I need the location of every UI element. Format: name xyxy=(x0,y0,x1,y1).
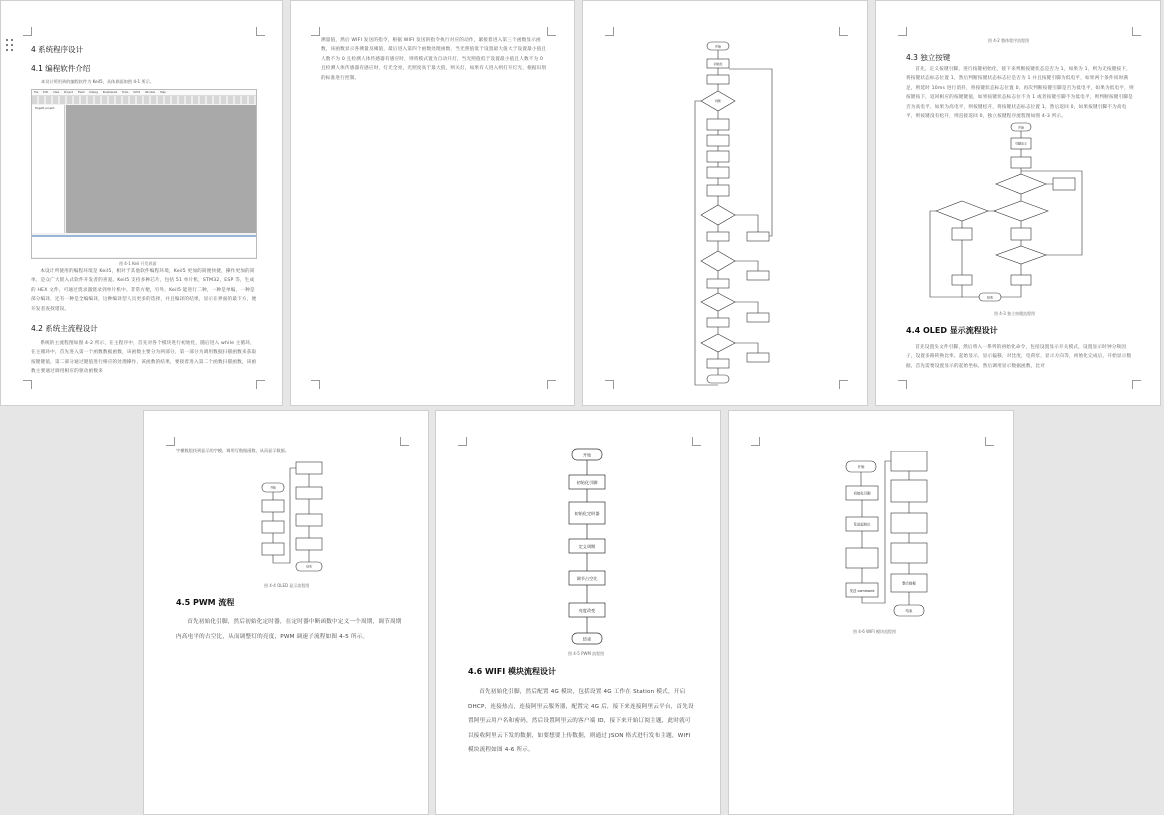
flow-node xyxy=(747,353,769,362)
flow-decision xyxy=(994,201,1048,221)
flow-node xyxy=(747,313,769,322)
flow-text: 亮度改变 xyxy=(578,608,596,613)
crop-mark xyxy=(400,437,409,446)
figure-caption: 图 4-1 Keil 开发界面 xyxy=(119,261,157,266)
flow-node xyxy=(747,232,769,241)
crop-mark xyxy=(605,27,614,36)
flow-decision xyxy=(936,201,988,221)
flow-node xyxy=(846,548,878,568)
flow-node xyxy=(952,228,972,240)
flow-node xyxy=(891,543,927,563)
subsection-heading: 4.6 WIFI 模块流程设计 xyxy=(468,667,556,676)
flow-node xyxy=(707,185,729,196)
crop-mark xyxy=(311,27,320,36)
subsection-heading: 4.1 编程软件介绍 xyxy=(31,64,91,73)
drag-handle-icon[interactable] xyxy=(6,39,16,53)
flow-text: 开始 xyxy=(582,452,592,458)
flow-node xyxy=(296,487,322,499)
flow-text: 结束 xyxy=(986,295,994,300)
crop-mark xyxy=(692,437,701,446)
figure-caption: 图 4-6 WIFI 模块流程图 xyxy=(853,629,896,634)
flow-node xyxy=(707,318,729,327)
flow-node xyxy=(296,514,322,526)
flow-text: 发送 command xyxy=(849,589,875,593)
flow-node xyxy=(707,151,729,162)
flow-node xyxy=(707,359,729,368)
flow-text: 整合数据 xyxy=(902,581,916,586)
flow-node xyxy=(707,232,729,241)
flow-node xyxy=(707,279,729,288)
flow-text: 开始 xyxy=(714,44,722,49)
flow-node xyxy=(1011,275,1031,285)
subsection-heading: 4.5 PWM 流程 xyxy=(176,598,235,607)
keil-project-pane xyxy=(32,105,65,233)
keil-editor-area xyxy=(66,105,256,233)
body-paragraph: 本设计所使用的编程环境是 Keil5，相对于其他软件编程环境，Keil5 更加的简便快捷，操作更加的简单，是众广大嵌入式软件开发者的喜爱。Keil5 支持多种芯片，包括 51 单片机，STM32，ESP 等，生成的 HEX 文件，可通过烧录器烧录到单片机中。非常方便，另外，Keil5 能进行二种，一种是单编，一种是部分编译，还有一种是全编编译，这种编译型人员更多的选择，并且编译的结果，显示在界面的最下方，便开发者查找错误。 xyxy=(31,269,257,312)
crop-mark xyxy=(547,27,556,36)
flow-text: 初始化定时器 xyxy=(574,511,600,516)
crop-mark xyxy=(1132,380,1141,389)
flow-node xyxy=(707,375,729,383)
crop-mark xyxy=(898,27,907,36)
flow-decision xyxy=(701,293,735,311)
menu-tools[interactable]: Tools xyxy=(122,91,129,94)
page-4 xyxy=(875,0,1161,406)
flow-node xyxy=(952,275,972,285)
keil-toolbar xyxy=(32,96,256,104)
oled-flowchart xyxy=(254,459,344,577)
crop-mark xyxy=(985,437,994,446)
flow-node xyxy=(1011,228,1031,240)
page-5 xyxy=(143,410,429,815)
figure-caption: 图 4-4 OLED 显示流程图 xyxy=(264,583,310,588)
flow-text: 发送起始位 xyxy=(853,522,871,527)
crop-mark xyxy=(23,380,32,389)
subsection-heading: 4.4 OLED 显示流程设计 xyxy=(906,326,998,335)
flow-decision xyxy=(996,246,1046,264)
flow-node xyxy=(891,451,927,471)
intro-text: 本设计所用到的编程软件为 Keil5，具体界面如图 4-1 所示。 xyxy=(41,79,155,84)
figure-caption: 图 4-5 PWM 流程图 xyxy=(568,651,605,656)
body-paragraph: 首先初始化引脚，然后配置 4G 模块，包括设置 4G 工作在 Station 模式，开启 DHCP，连接热点，连接阿里云服务器，配置完 4G 后，接下来连接阿里云平台，首先设置阿里云用户名和密码，然后设置阿里云的客户端 ID，接下来开始订阅主题，此时就可以接收阿里云下发的数据，如要想要上传数据，则通过 JSON 格式进行发布主题，WIFI 模块流程如图 4-6 所示。 xyxy=(468,689,694,753)
flow-node xyxy=(1053,178,1075,190)
flow-node xyxy=(707,135,729,146)
subsection-heading: 4.2 系统主流程设计 xyxy=(31,324,98,333)
page-7 xyxy=(728,410,1014,815)
crop-mark xyxy=(751,437,760,446)
body-paragraph: 首先，定义按键引脚，进行按键初始化，接下来判断按键状态是否为 1，如果为 1，则为无按键按下，将按键状态标志位置 1，然后判断按键状态标志位是否为 1 并且按键引脚为低电平，如果两个条件同时满足，则延时 10ms 进行消抖，将按键状态标志位置 0，再次判断按键引脚是否为低电平，如果为低电平，则按键按下，返回相应的按键键值，如果按键状态标志位不为 1 或者按键引脚不为低电平，则判断按键引脚是否为高电平，如果为高电平，则按键松开，将按键状态标志位置 1，然后返回 0，如果按键引脚不为高电平，则按键没有松开，则直接返回 0，独立按键程序流程图如图 4-3 所示。 xyxy=(906,67,1134,120)
menu-peripherals[interactable]: Peripherals xyxy=(102,91,118,94)
keil-screenshot xyxy=(31,89,257,259)
flow-text: 开始 xyxy=(857,465,865,469)
flow-text: 引脚定义 xyxy=(1014,141,1028,146)
section-heading: 4 系统程序设计 xyxy=(31,45,84,54)
page-6 xyxy=(435,410,721,815)
flow-text: 判断 xyxy=(714,99,722,103)
crop-mark xyxy=(311,380,320,389)
flow-decision xyxy=(701,251,735,271)
crop-mark xyxy=(839,380,848,389)
menu-file[interactable]: File xyxy=(34,91,39,94)
flow-text: 结束 xyxy=(306,564,312,569)
menu-help[interactable]: Help xyxy=(160,91,166,94)
flow-text: 调节占空比 xyxy=(576,576,598,581)
crop-mark xyxy=(256,27,265,36)
flow-decision xyxy=(701,334,735,352)
crop-mark xyxy=(898,380,907,389)
menu-debug[interactable]: Debug xyxy=(89,91,98,94)
flow-text: 开始 xyxy=(1017,125,1025,130)
figure-caption: 图 4-3 独立按键流程图 xyxy=(994,311,1036,316)
body-paragraph: 系统的主流程图如图 4-2 所示，在主程序中，首先对各个模块进行初始化，随后进入 while 主循环，在主循环中，首先进入第一个函数数据函数，该函数主要分为两部分，第一部分为调用数据扫描函数来获取按键键值，第二部分通过键值进行相应的处理操作，该函数的结果，要接着进入第二个函数扫描函数，该函数主要通过调用相应的驱动函数来 xyxy=(31,341,257,375)
crop-mark xyxy=(1132,27,1141,36)
flow-decision xyxy=(701,205,735,225)
page-1 xyxy=(0,0,283,406)
flow-node xyxy=(296,462,322,474)
page-3 xyxy=(582,0,868,406)
crop-mark xyxy=(547,380,556,389)
crop-mark xyxy=(256,380,265,389)
key-flowchart xyxy=(924,121,1124,305)
crop-mark xyxy=(166,437,175,446)
body-paragraph: 首先初始化引脚，然后初始化定时器，在定时器中断函数中定义一个周期，调节周期内高电平的占空比，从而调整灯的亮度，PWM 调速子流程如图 4-5 所示。 xyxy=(176,619,402,640)
body-paragraph: 测量值，然后 WIFI 发送的指令，根据 WIFI 发送的指令执行对应的动作，紧接着进入第三个函数显示函数，该函数显示各测量及阈值，最后进入第四个函数处理函数，当光照值低于设置最大值大于设置最小值且人数不为 0 且检测人体传感器有感应时，则将模式置为自动开灯，当光照值低于设置最小值且人数不为 0 且检测人体传感器有感应时，灯光全亮，光照度高于最大值，则关灯，如果有人进入则打开灯光，根据识别的标准进行控制。 xyxy=(321,38,547,81)
flow-text: 初始化引脚 xyxy=(853,491,871,496)
crop-mark xyxy=(23,27,32,36)
menu-project[interactable]: Project xyxy=(64,91,73,94)
flow-node xyxy=(262,521,284,533)
flow-node xyxy=(747,271,769,280)
crop-mark xyxy=(839,27,848,36)
flow-node xyxy=(296,538,322,550)
flow-node xyxy=(262,500,284,512)
flow-text: 结束 xyxy=(582,636,592,642)
keil-build-output xyxy=(32,235,256,257)
menu-flash[interactable]: Flash xyxy=(77,91,85,94)
crop-mark xyxy=(458,437,467,446)
flow-node xyxy=(891,480,927,502)
subsection-heading: 4.3 独立按键 xyxy=(906,53,951,62)
flow-node xyxy=(707,75,729,84)
flow-node xyxy=(891,513,927,533)
crop-mark xyxy=(605,380,614,389)
flow-text: 初始化 xyxy=(713,62,723,66)
flow-node xyxy=(707,167,729,178)
figure-caption: 图 4-2 整体程序流程图 xyxy=(988,38,1030,43)
flow-text: 定义周期 xyxy=(578,544,596,549)
menu-window[interactable]: Window xyxy=(144,91,156,94)
wifi-flowchart xyxy=(843,451,933,623)
pwm-flowchart xyxy=(564,447,614,647)
menu-edit[interactable]: Edit xyxy=(43,91,49,94)
menu-view[interactable]: View xyxy=(53,91,60,94)
flow-text: 开始 xyxy=(270,485,276,490)
main-flowchart xyxy=(693,39,773,389)
flow-node xyxy=(262,543,284,555)
body-paragraph: 首先设置头文件引脚，然后将入一系列的初始化命令，包括设置显示开关模式，设置显示时钟分频因子，设置多路转换比率，起始显示，显示偏移，对比度，电荷泵，显示方向等，初始化完成后，开始显示数据，首先需要设置显示的起始坐标，然后调用显示数据函数，比对 xyxy=(906,345,1132,369)
menu-svcs[interactable]: SVCS xyxy=(133,91,141,94)
page-2 xyxy=(290,0,575,406)
flow-decision xyxy=(996,174,1046,194)
flow-node xyxy=(707,119,729,130)
body-text: 字模数组找到显示的字模，调用写数据函数，从而显示数据。 xyxy=(176,448,290,453)
project-tree-item[interactable]: Target1 project xyxy=(35,107,55,110)
flow-text: 结束 xyxy=(905,609,913,613)
flow-text: 初始化引脚 xyxy=(576,480,598,485)
flow-node xyxy=(1011,157,1031,168)
